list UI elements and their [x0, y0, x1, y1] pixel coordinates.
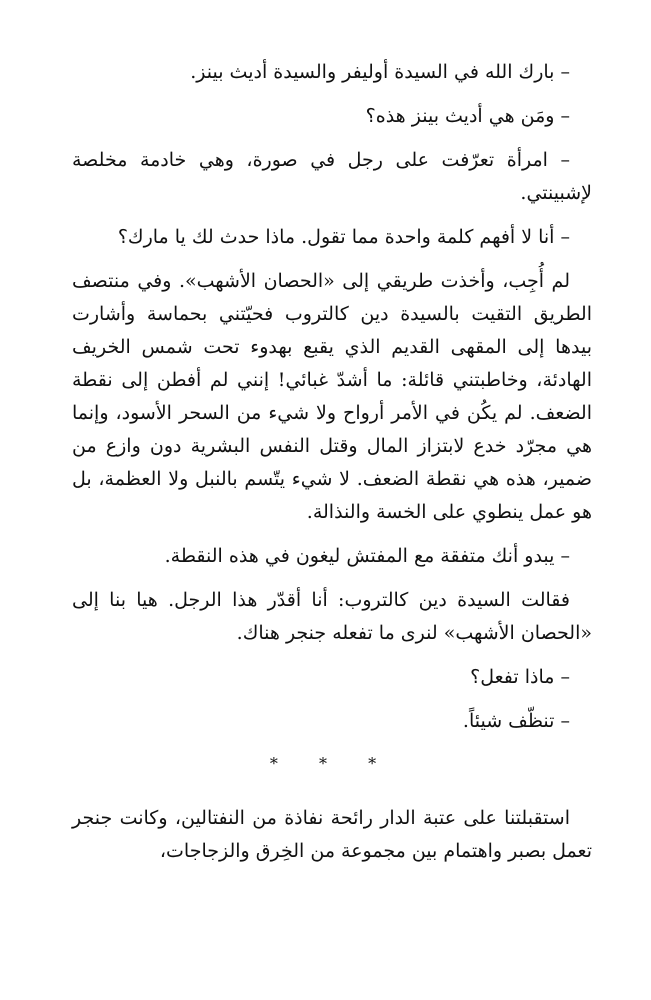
narrative-paragraph: فقالت السيدة دين كالتروب: أنا أقدّر هذا الرجل. هيا بنا إلى «الحصان الأشهب» لنرى ما تفعله جنجر هناك.: [72, 589, 592, 644]
narrative-paragraph: استقبلتنا على عتبة الدار رائحة نفاذة من النفتالين، وكانت جنجر تعمل بصبر واهتمام بين مجموعة من الخِرق والزجاجات،: [72, 807, 592, 862]
dialogue-line: – بارك الله في السيدة أوليفر والسيدة أديث بينز.: [190, 61, 570, 83]
dialogue-line: – ومَن هي أديث بينز هذه؟: [365, 105, 570, 127]
dialogue-line: – يبدو أنك متفقة مع المفتش ليغون في هذه النقطة.: [164, 545, 570, 567]
book-page: [72, 56, 592, 879]
dialogue-line: – تنظّف شيئاً.: [462, 710, 570, 732]
narrative-paragraph: لم أُجِب، وأخذت طريقي إلى «الحصان الأشهب». وفي منتصف الطريق التقيت بالسيدة دين كالتروب فحيّتني بحماسة وأشارت بيدها إلى المقهى القديم الذي يقبع بهدوء تحت شمس الخريف الهادئة، وخاطبتني قائلة: ما أشدّ غبائي! إنني لم أفطن إلى نقطة الضعف. لم يكُن في الأمر أرواح ولا شيء من السحر الأسود، وإنما هي مجرّد خدع لابتزاز المال وقتل النفس البشرية دون وازع من ضمير، هذه هي نقطة الضعف. لا شيء يتّسم بالنبل ولا العظمة، بل هو عمل ينطوي على الخسة والنذالة.: [72, 270, 592, 523]
dialogue-line: – امرأة تعرّفت على رجل في صورة، وهي خادمة مخلصة لإشبينتي.: [72, 149, 592, 204]
dialogue-line: – أنا لا أفهم كلمة واحدة مما تقول. ماذا حدث لك يا مارك؟: [117, 226, 570, 248]
dialogue-line: – ماذا تفعل؟: [470, 666, 570, 688]
section-separator: * * *: [269, 754, 395, 773]
